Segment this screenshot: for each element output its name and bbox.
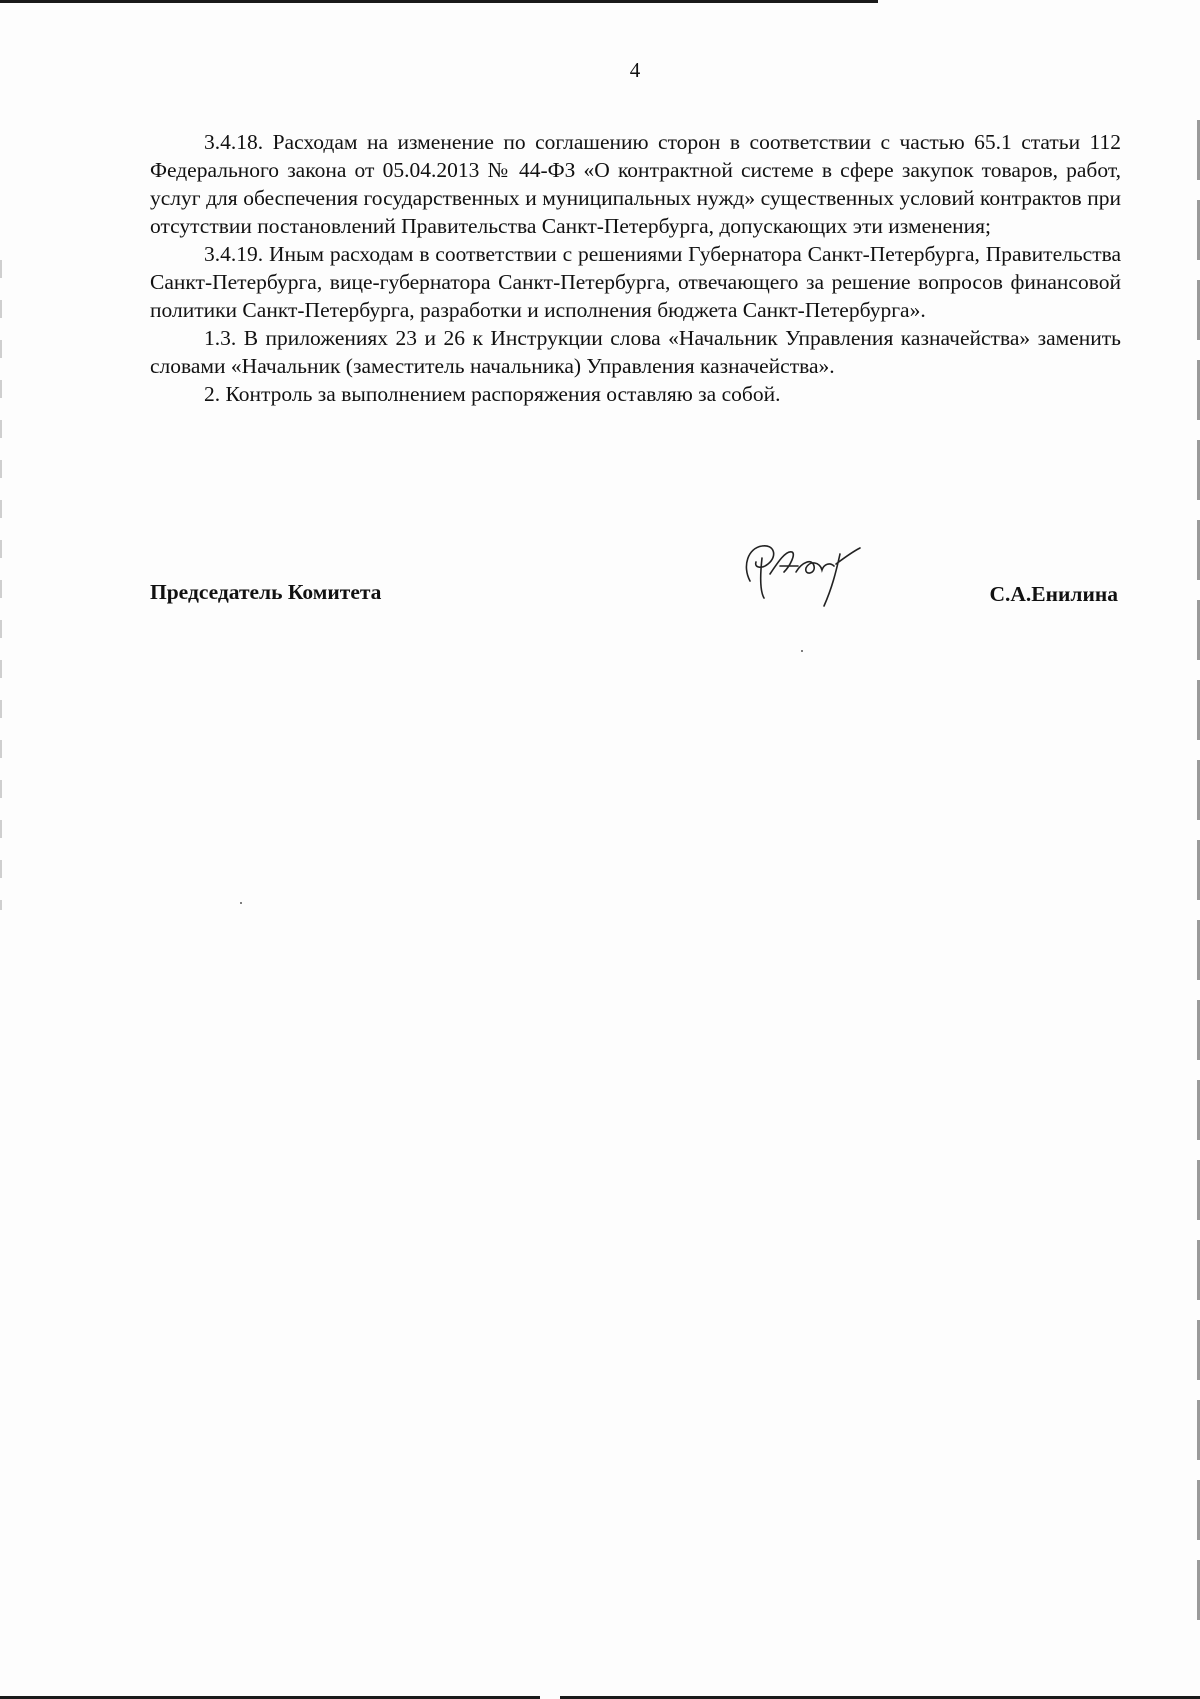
document-body — [150, 128, 1121, 408]
paragraph-1-3: 1.3. В приложениях 23 и 26 к Инструкции слова «Начальник Управления казначейства» заменить словами «Начальник (заместитель начальника) Управления казначейства». — [150, 326, 1121, 378]
paragraph-3-4-18: 3.4.18. Расходам на изменение по соглашению сторон в соответствии с частью 65.1 статьи 112 Федерального закона от 05.04.2013 № 44-ФЗ «О контрактной системе в сфере закупок товаров, работ, услуг для обеспечения государственных и муниципальных нужд» существенных условий контрактов при отсутствии постановлений Правительства Санкт-Петербурга, допускающих эти изменения; — [150, 130, 1121, 238]
signatory-name: С.А.Енилина — [989, 582, 1118, 606]
page-number: 4 — [629, 58, 641, 82]
paragraph-2: 2. Контроль за выполнением распоряжения оставляю за собой. — [204, 382, 781, 406]
paragraph-3-4-19: 3.4.19. Иным расходам в соответствии с решениями Губернатора Санкт-Петербурга, Правительства Санкт-Петербурга, вице-губернатора Санкт-Петербурга, отвечающего за решение вопросов финансовой политики Санкт-Петербурга, разработки и исполнения бюджета Санкт-Петербурга». — [150, 242, 1121, 322]
scan-edge-left — [0, 260, 2, 910]
scan-speck — [801, 650, 803, 652]
signature-block — [150, 568, 1118, 628]
signatory-title: Председатель Комитета — [150, 580, 382, 604]
handwritten-signature — [740, 536, 880, 616]
scan-speck — [240, 902, 242, 904]
scan-edge-top — [0, 0, 878, 3]
